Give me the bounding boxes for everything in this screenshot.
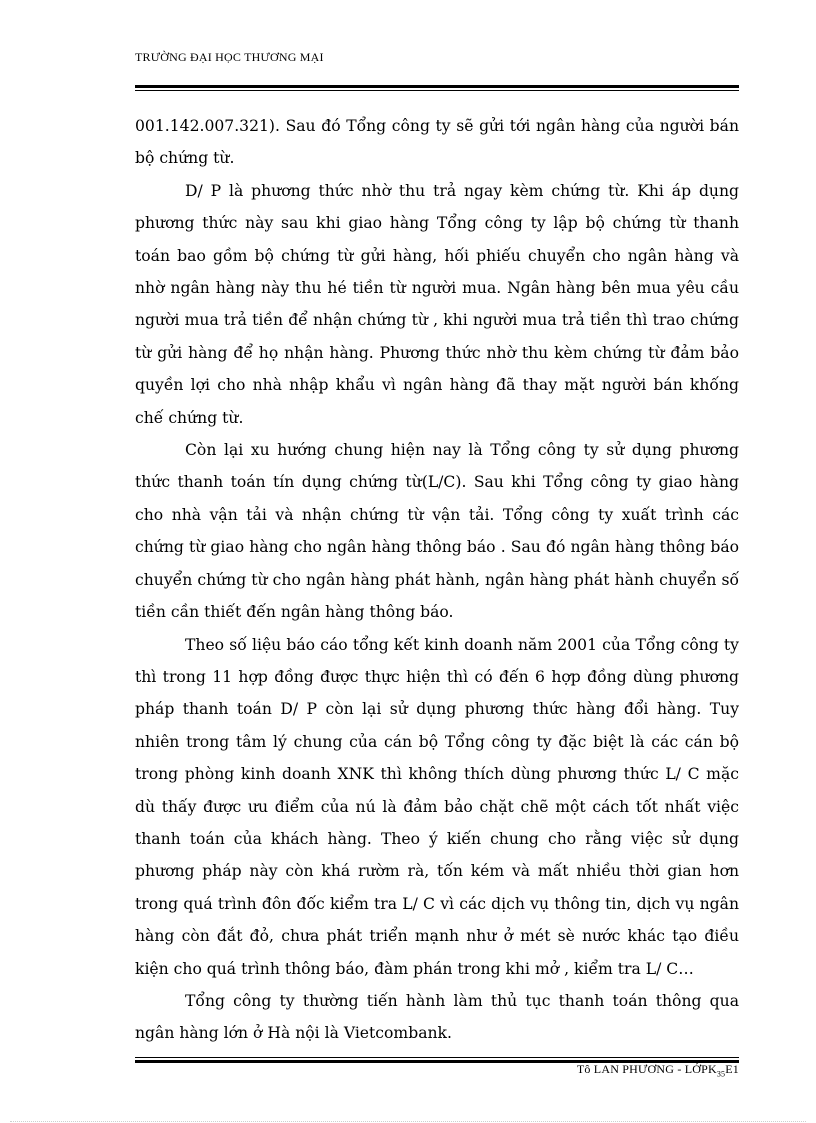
footer-class-subscript: 35	[716, 1069, 726, 1079]
paragraph-2: D/ P là phương thức nhờ thu trả ngay kèm chứng từ. Khi áp dụng phương thức này sau khi giao hàng Tổng công ty lập bộ chứng từ thanh toán bao gồm bộ chứng từ gửi hàng, hối phiếu chuyển cho ngân hàng và nhờ ngân hàng này thu hé tiền từ người mua. Ngân hàng bên mua yêu cầu người mua trả tiền để nhận chứng từ , khi người mua trả tiền thì trao chứng từ gửi hàng để họ nhận hàng. Phương thức nhờ thu kèm chứng từ đảm bảo quyền lợi cho nhà nhập khẩu vì ngân hàng đã thay mặt người bán khống chế chứng từ.	[135, 181, 739, 427]
header-divider	[135, 85, 739, 91]
paragraph-3: Còn lại xu hướng chung hiện nay là Tổng công ty sử dụng phương thức thanh toán tín dụng chứng từ(L/C). Sau khi Tổng công ty giao hàng cho nhà vận tải và nhận chứng từ vận tải. Tổng công ty xuất trình các chứng từ giao hàng cho ngân hàng thông báo . Sau đó ngân hàng thông báo chuyển chứng từ cho ngân hàng phát hành, ngân hàng phát hành chuyển số tiền cần thiết đến ngân hàng thông báo.	[135, 441, 739, 622]
document-body	[135, 110, 739, 1050]
paragraph-5: Tổng công ty thường tiến hành làm thủ tục thanh toán thông qua ngân hàng lớn ở Hà nội là Vietcombank.	[135, 991, 739, 1043]
footer-author: Tô LAN PHƯƠNG - LỚPK	[576, 1062, 717, 1076]
paragraph-1: 001.142.007.321). Sau đó Tổng công ty sẽ gửi tới ngân hàng của người bán bộ chứng từ.	[135, 117, 739, 168]
page-header-title: TRƯỜNG ĐẠI HỌC THƯƠNG MẠI	[135, 50, 324, 64]
paragraph-4: Theo số liệu báo cáo tổng kết kinh doanh năm 2001 của Tổng công ty thì trong 11 hợp đồng được thực hiện thì có đến 6 hợp đồng dùng phương pháp thanh toán D/ P còn lại sử dụng phương thức hàng đổi hàng. Tuy nhiên trong tâm lý chung của cán bộ Tổng công ty đặc biệt là các cán bộ trong phòng kinh doanh XNK thì không thích dùng phương thức L/ C mặc dù thấy được ưu điểm của nú là đảm bảo chặt chẽ một cách tốt nhất việc thanh toán của khách hàng. Theo ý kiến chung cho rằng việc sử dụng phương pháp này còn khá rườm rà, tốn kém và mất nhiều thời gian hơn trong quá trình đôn đốc kiểm tra L/ C vì các dịch vụ thông tin, dịch vụ ngân hàng còn đắt đỏ, chưa phát triển mạnh như ở mét sè nước khác tạo điều kiện cho quá trình thông báo, đàm phán trong khi mở , kiểm tra L/ C…	[135, 635, 739, 978]
footer-class-suffix: E1	[725, 1062, 739, 1076]
page-footer	[577, 1062, 739, 1078]
